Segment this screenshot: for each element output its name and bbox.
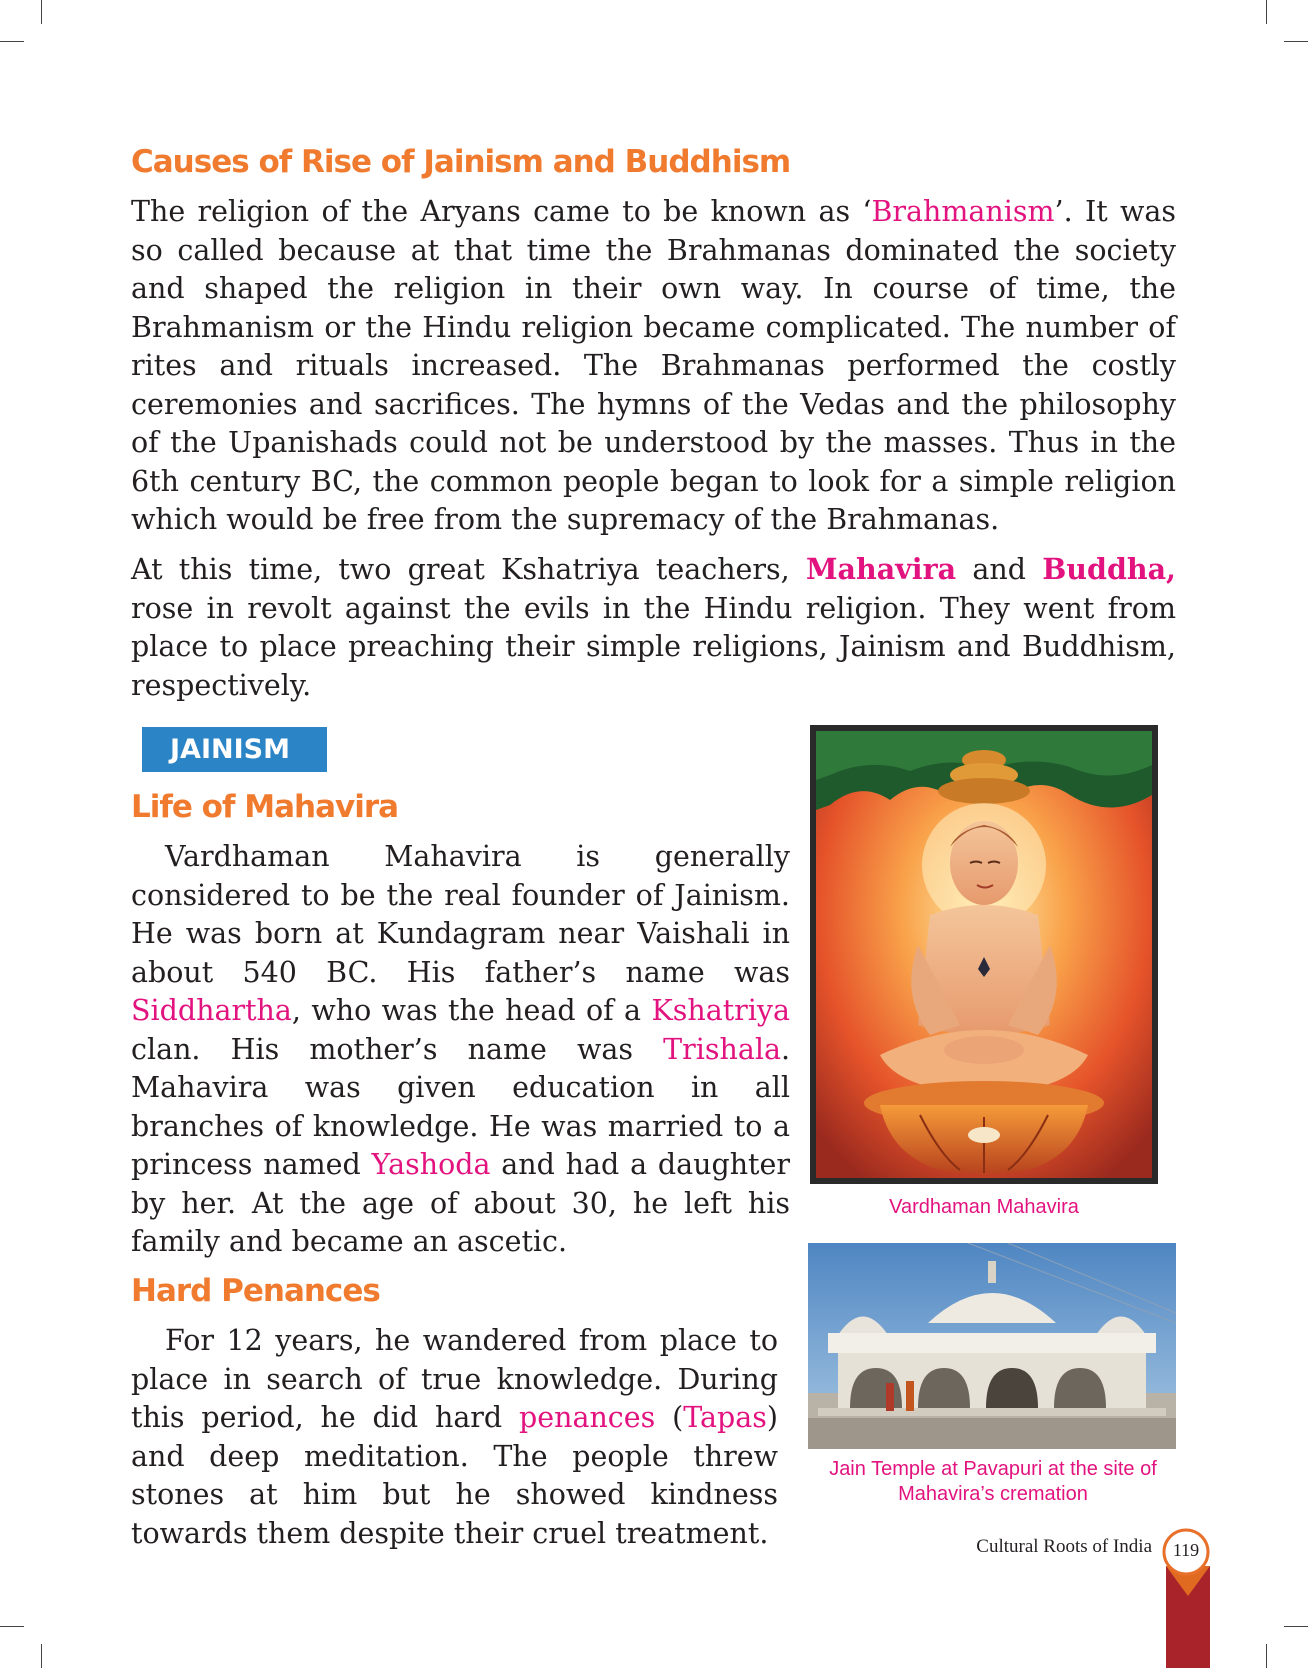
- text: At this time, two great Kshatriya teachers,: [131, 553, 806, 586]
- crop-mark: [41, 1644, 42, 1668]
- caption-jain-temple: [798, 1457, 1188, 1507]
- text: ) and deep meditation. The people threw stones at him but he showed kindness towards them despite their cruel treatment.: [131, 1401, 778, 1550]
- text: The religion of the Aryans came to be known as ‘: [131, 195, 872, 228]
- term-siddhartha: Siddhartha: [131, 994, 292, 1027]
- paragraph-teachers: [131, 550, 1176, 705]
- paragraph-hard-penances: [131, 1322, 778, 1553]
- term-brahmanism: Brahmanism: [871, 195, 1055, 228]
- term-tapas: Tapas: [683, 1401, 767, 1434]
- jain-temple-photo: [808, 1243, 1176, 1449]
- caption-mahavira: Vardhaman Mahavira: [889, 1196, 1079, 1218]
- crop-mark: [1266, 1644, 1267, 1668]
- crop-mark: [1284, 1626, 1308, 1627]
- text: rose in revolt against the evils in the Hindu religion. They went from place to place preaching their simple religions, Jainism and Buddhism, respectively.: [131, 591, 1176, 702]
- paragraph-life-of-mahavira: [131, 838, 790, 1262]
- text: and: [956, 553, 1043, 586]
- hard-penances-heading: Hard Penances: [131, 1273, 380, 1309]
- text: ’. It was so called because at that time the Brahmanas dominated the society and shaped the religion in their own way. In course of time, the Brahmanism or the Hindu religion became complicated. The number of rites and rituals increased. The Brahmanas performed the costly ceremonies and sacrifices. The hymns of the Vedas and the philosophy of the Upanishads could not be understood by the masses. Thus in the 6th century BC, the common people began to look for a simple religion which would be free from the supremacy of the Brahmanas.: [131, 195, 1176, 536]
- term-trishala: Trishala: [663, 1032, 781, 1066]
- crop-mark: [1284, 41, 1308, 42]
- term-buddha: Buddha,: [1042, 552, 1176, 586]
- crop-mark: [0, 41, 24, 42]
- caption-line: Jain Temple at Pavapuri at the site of: [829, 1458, 1157, 1480]
- book-title: Cultural Roots of India: [976, 1536, 1152, 1557]
- mahavira-painting: [810, 725, 1158, 1184]
- text: clan. His mother’s name was: [131, 1032, 664, 1066]
- crop-mark: [1266, 0, 1267, 24]
- life-of-mahavira-heading: Life of Mahavira: [131, 789, 399, 825]
- text: (: [655, 1401, 684, 1434]
- term-kshatriya: Kshatriya: [651, 994, 790, 1027]
- text: , who was the head of a: [291, 994, 652, 1027]
- section-heading: Causes of Rise of Jainism and Buddhism: [131, 144, 791, 180]
- paragraph-brahmanism: [131, 193, 1176, 540]
- text: For 12 years, he wandered from place to place in search of true knowledge. During this period, he did hard: [131, 1324, 778, 1434]
- term-mahavira: Mahavira: [806, 552, 957, 586]
- crop-mark: [0, 1626, 24, 1627]
- term-yashoda: Yashoda: [371, 1148, 491, 1181]
- caption-line: Mahavira’s cremation: [898, 1483, 1088, 1505]
- term-penances: penances: [519, 1401, 656, 1434]
- text: . Mahavira was given education in all branches of knowledge. He was married to a princess named: [131, 1032, 790, 1181]
- text: Vardhaman Mahavira is generally considered to be the real founder of Jainism. He was born at Kundagram near Vaishali in about 540 BC. His father’s name was: [131, 840, 790, 989]
- crop-mark: [41, 0, 42, 24]
- page-number: 119: [1172, 1540, 1200, 1560]
- text: and had a daughter by her. At the age of about 30, he left his family and became an ascetic.: [131, 1148, 790, 1258]
- jainism-badge: JAINISM: [142, 727, 327, 772]
